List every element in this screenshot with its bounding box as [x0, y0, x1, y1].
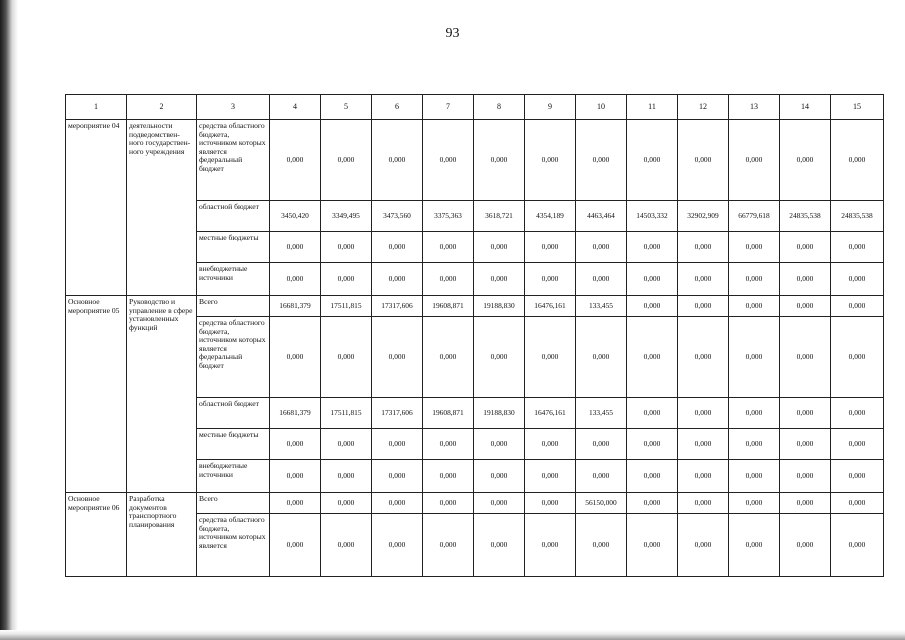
value-cell: 0,000	[321, 232, 372, 263]
value-cell: 0,000	[372, 263, 423, 296]
measure-cell: Основное мероприятие 06	[66, 493, 127, 577]
value-cell: 0,000	[627, 460, 678, 493]
value-cell: 0,000	[831, 120, 884, 201]
value-cell: 0,000	[474, 120, 525, 201]
value-cell: 0,000	[474, 263, 525, 296]
value-cell: 0,000	[525, 493, 576, 514]
value-cell: 133,455	[576, 296, 627, 317]
value-cell: 0,000	[321, 263, 372, 296]
funding-source-cell: местные бюджеты	[197, 232, 270, 263]
value-cell: 0,000	[627, 514, 678, 577]
value-cell: 0,000	[372, 317, 423, 398]
value-cell: 0,000	[423, 429, 474, 460]
value-cell: 32902,909	[678, 201, 729, 232]
value-cell: 0,000	[321, 317, 372, 398]
measure-name-cell: Разработка документов транспортного планирования	[127, 493, 197, 577]
measure-cell: Основное мероприятие 05	[66, 296, 127, 493]
column-number-cell: 11	[627, 95, 678, 120]
value-cell: 0,000	[831, 514, 884, 577]
column-number-cell: 13	[729, 95, 780, 120]
value-cell: 0,000	[321, 120, 372, 201]
column-number-cell: 2	[127, 95, 197, 120]
funding-source-cell: областной бюджет	[197, 398, 270, 429]
value-cell: 19188,830	[474, 398, 525, 429]
value-cell: 0,000	[627, 120, 678, 201]
value-cell: 0,000	[729, 317, 780, 398]
value-cell: 0,000	[627, 296, 678, 317]
value-cell: 0,000	[372, 514, 423, 577]
column-number-cell: 6	[372, 95, 423, 120]
column-number-cell: 12	[678, 95, 729, 120]
value-cell: 19608,871	[423, 398, 474, 429]
value-cell: 0,000	[423, 232, 474, 263]
value-cell: 0,000	[678, 493, 729, 514]
column-number-cell: 7	[423, 95, 474, 120]
value-cell: 0,000	[831, 429, 884, 460]
value-cell: 24835,538	[831, 201, 884, 232]
value-cell: 0,000	[321, 493, 372, 514]
value-cell: 0,000	[474, 514, 525, 577]
funding-source-cell: средства областного бюджета, источником которых является федеральный бюджет	[197, 317, 270, 398]
header-row	[66, 95, 884, 120]
value-cell: 0,000	[576, 460, 627, 493]
value-cell: 24835,538	[780, 201, 831, 232]
value-cell: 0,000	[780, 429, 831, 460]
value-cell: 0,000	[576, 317, 627, 398]
value-cell: 0,000	[576, 263, 627, 296]
value-cell: 0,000	[627, 263, 678, 296]
value-cell: 0,000	[270, 317, 321, 398]
value-cell: 0,000	[780, 232, 831, 263]
value-cell: 17317,606	[372, 398, 423, 429]
value-cell: 0,000	[270, 120, 321, 201]
value-cell: 0,000	[270, 514, 321, 577]
value-cell: 4354,189	[525, 201, 576, 232]
value-cell: 0,000	[321, 460, 372, 493]
value-cell: 3618,721	[474, 201, 525, 232]
value-cell: 0,000	[372, 460, 423, 493]
column-number-cell: 8	[474, 95, 525, 120]
value-cell: 0,000	[372, 429, 423, 460]
value-cell: 0,000	[474, 460, 525, 493]
value-cell: 0,000	[525, 232, 576, 263]
value-cell: 17511,815	[321, 296, 372, 317]
column-number-cell: 15	[831, 95, 884, 120]
value-cell: 0,000	[729, 263, 780, 296]
budget-table	[65, 94, 884, 577]
funding-source-cell: средства областного бюджета, источником которых является федеральный бюджет	[197, 120, 270, 201]
value-cell: 0,000	[627, 232, 678, 263]
value-cell: 3473,560	[372, 201, 423, 232]
funding-source-cell: внебюджетные источники	[197, 263, 270, 296]
column-number-cell: 14	[780, 95, 831, 120]
page-number: 93	[445, 26, 460, 41]
value-cell: 0,000	[729, 120, 780, 201]
funding-source-cell: Всего	[197, 296, 270, 317]
value-cell: 0,000	[576, 514, 627, 577]
value-cell: 0,000	[576, 120, 627, 201]
value-cell: 0,000	[780, 460, 831, 493]
value-cell: 0,000	[372, 232, 423, 263]
value-cell: 0,000	[678, 120, 729, 201]
value-cell: 0,000	[831, 493, 884, 514]
value-cell: 0,000	[525, 120, 576, 201]
table-row	[66, 296, 884, 317]
value-cell: 0,000	[780, 493, 831, 514]
value-cell: 16681,379	[270, 296, 321, 317]
value-cell: 0,000	[525, 317, 576, 398]
value-cell: 0,000	[627, 317, 678, 398]
value-cell: 0,000	[831, 460, 884, 493]
value-cell: 14503,332	[627, 201, 678, 232]
value-cell: 3450,420	[270, 201, 321, 232]
value-cell: 4463,464	[576, 201, 627, 232]
value-cell: 0,000	[270, 429, 321, 460]
value-cell: 0,000	[525, 514, 576, 577]
value-cell: 0,000	[270, 263, 321, 296]
value-cell: 0,000	[321, 514, 372, 577]
column-number-cell: 10	[576, 95, 627, 120]
value-cell: 0,000	[423, 120, 474, 201]
value-cell: 0,000	[270, 493, 321, 514]
value-cell: 0,000	[372, 120, 423, 201]
scan-left-edge	[0, 0, 18, 640]
value-cell: 0,000	[423, 317, 474, 398]
value-cell: 0,000	[474, 493, 525, 514]
value-cell: 0,000	[831, 398, 884, 429]
value-cell: 66779,618	[729, 201, 780, 232]
value-cell: 0,000	[831, 232, 884, 263]
column-number-cell: 3	[197, 95, 270, 120]
value-cell: 3375,363	[423, 201, 474, 232]
value-cell: 0,000	[270, 232, 321, 263]
value-cell: 0,000	[831, 296, 884, 317]
value-cell: 0,000	[678, 263, 729, 296]
value-cell: 0,000	[729, 460, 780, 493]
value-cell: 0,000	[729, 232, 780, 263]
value-cell: 0,000	[678, 429, 729, 460]
column-number-cell: 5	[321, 95, 372, 120]
value-cell: 0,000	[474, 232, 525, 263]
value-cell: 0,000	[678, 317, 729, 398]
value-cell: 0,000	[576, 232, 627, 263]
value-cell: 0,000	[525, 429, 576, 460]
value-cell: 16476,161	[525, 398, 576, 429]
column-number-cell: 9	[525, 95, 576, 120]
measure-cell: мероприятие 04	[66, 120, 127, 296]
value-cell: 0,000	[270, 460, 321, 493]
measure-name-cell: деятельности подведомствен-ного государствен-ного учреждения	[127, 120, 197, 296]
value-cell: 0,000	[780, 514, 831, 577]
funding-source-cell: местные бюджеты	[197, 429, 270, 460]
value-cell: 17317,606	[372, 296, 423, 317]
value-cell: 0,000	[780, 120, 831, 201]
value-cell: 0,000	[678, 460, 729, 493]
value-cell: 0,000	[780, 398, 831, 429]
value-cell: 16476,161	[525, 296, 576, 317]
value-cell: 0,000	[423, 514, 474, 577]
value-cell: 0,000	[321, 429, 372, 460]
column-number-cell: 4	[270, 95, 321, 120]
value-cell: 0,000	[678, 232, 729, 263]
value-cell: 0,000	[627, 493, 678, 514]
value-cell: 0,000	[831, 263, 884, 296]
value-cell: 19608,871	[423, 296, 474, 317]
value-cell: 0,000	[729, 429, 780, 460]
scan-bottom-edge	[0, 630, 905, 640]
value-cell: 0,000	[576, 429, 627, 460]
value-cell: 0,000	[729, 493, 780, 514]
value-cell: 17511,815	[321, 398, 372, 429]
value-cell: 0,000	[525, 460, 576, 493]
value-cell: 133,455	[576, 398, 627, 429]
value-cell: 0,000	[474, 317, 525, 398]
value-cell: 0,000	[729, 398, 780, 429]
value-cell: 0,000	[780, 317, 831, 398]
funding-source-cell: Всего	[197, 493, 270, 514]
value-cell: 0,000	[831, 317, 884, 398]
measure-name-cell: Руководство и управление в сфере установленных функций	[127, 296, 197, 493]
value-cell: 0,000	[780, 263, 831, 296]
value-cell: 0,000	[525, 263, 576, 296]
value-cell: 0,000	[423, 460, 474, 493]
value-cell: 56150,000	[576, 493, 627, 514]
value-cell: 0,000	[678, 398, 729, 429]
funding-source-cell: внебюджетные источники	[197, 460, 270, 493]
funding-source-cell: средства областного бюджета, источником которых является	[197, 514, 270, 577]
value-cell: 16681,379	[270, 398, 321, 429]
value-cell: 0,000	[678, 296, 729, 317]
table-row	[66, 493, 884, 514]
funding-source-cell: областной бюджет	[197, 201, 270, 232]
value-cell: 0,000	[372, 493, 423, 514]
value-cell: 0,000	[729, 514, 780, 577]
value-cell: 19188,830	[474, 296, 525, 317]
value-cell: 0,000	[423, 263, 474, 296]
table-row	[66, 120, 884, 201]
value-cell: 0,000	[627, 398, 678, 429]
value-cell: 0,000	[474, 429, 525, 460]
value-cell: 0,000	[678, 514, 729, 577]
column-number-cell: 1	[66, 95, 127, 120]
value-cell: 3349,495	[321, 201, 372, 232]
value-cell: 0,000	[627, 429, 678, 460]
value-cell: 0,000	[423, 493, 474, 514]
value-cell: 0,000	[780, 296, 831, 317]
value-cell: 0,000	[729, 296, 780, 317]
